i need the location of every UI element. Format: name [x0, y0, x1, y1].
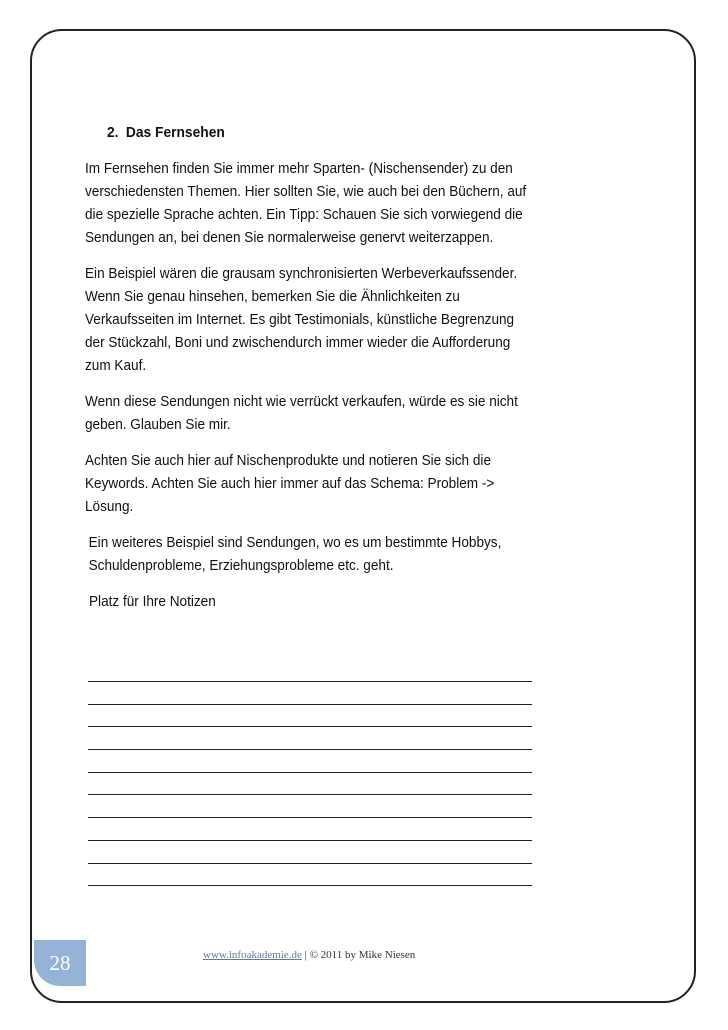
- note-line: [88, 864, 532, 887]
- footer-separator: |: [301, 949, 310, 961]
- notes-label: Platz für Ihre Notizen: [89, 593, 216, 610]
- paragraph-4: Achten Sie auch hier auf Nischenprodukte und notieren Sie sich die Keywords. Achten Sie auch hier immer auf das Schema: Problem -> Lösung.: [85, 452, 495, 515]
- notes-lines: [88, 676, 532, 886]
- note-line: [88, 818, 532, 841]
- paragraph-2: Ein Beispiel wären die grausam synchronisierten Werbeverkaufssender. Wenn Sie genau hinsehen, bemerken Sie die Ähnlichkeiten zu Verkaufsseiten im Internet. Es gibt Testimonials, künstliche Begrenzung der Stückzahl, Boni und zwischendurch immer wieder die Aufforderung zum Kauf.: [85, 265, 518, 374]
- note-line: [88, 841, 532, 864]
- copyright-text: © 2011 by Mike Niesen: [309, 949, 416, 961]
- note-line: [88, 750, 532, 773]
- footer: [203, 949, 415, 961]
- section-heading: [107, 123, 510, 143]
- page-number-badge: 28: [34, 940, 86, 986]
- note-line: [88, 705, 532, 728]
- note-line: [88, 773, 532, 796]
- website-link[interactable]: www.infoakademie.de: [203, 949, 302, 961]
- section-number: 2.: [107, 124, 119, 141]
- page-content: [85, 117, 545, 613]
- note-line: [88, 795, 532, 818]
- paragraph-3: Wenn diese Sendungen nicht wie verrückt verkaufen, würde es sie nicht geben. Glauben Sie mir.: [85, 393, 518, 433]
- paragraph-5: Ein weiteres Beispiel sind Sendungen, wo es um bestimmte Hobbys, Schuldenprobleme, Erziehungsprobleme etc. geht.: [88, 534, 502, 574]
- paragraph-1: Im Fernsehen finden Sie immer mehr Sparten- (Nischensender) zu den verschiedensten Themen. Hier sollten Sie, wie auch bei den Büchern, auf die spezielle Sprache achten. Ein Tipp: Schauen Sie sich vorwiegend die Sendungen an, bei denen Sie normalerweise genervt weiterzappen.: [85, 160, 527, 246]
- note-line: [88, 682, 532, 705]
- section-title: Das Fernsehen: [125, 124, 225, 141]
- note-line: [88, 727, 532, 750]
